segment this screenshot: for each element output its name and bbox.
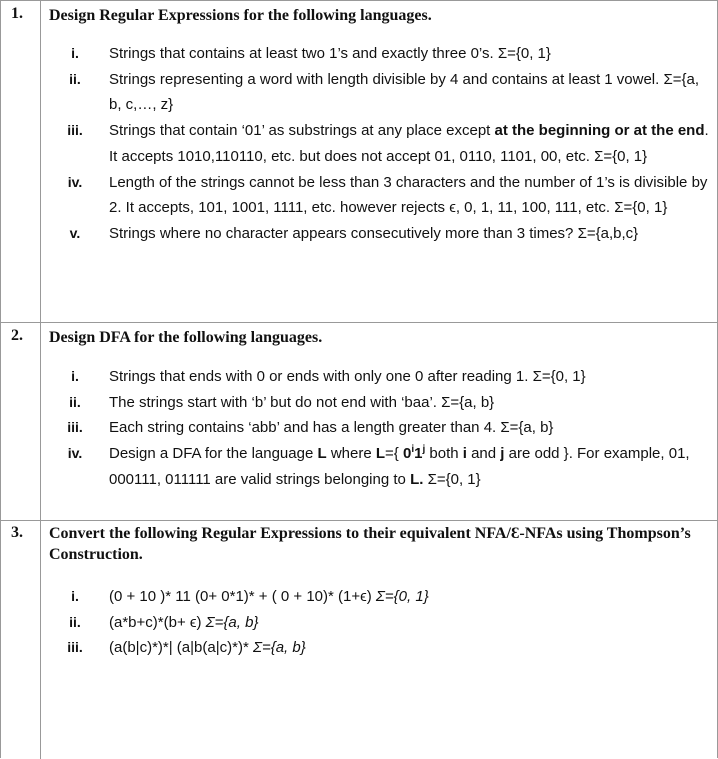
roman-numeral: iii. (67, 122, 83, 139)
item-emphasis: i (462, 445, 467, 463)
list-item (49, 390, 711, 416)
question-items (49, 584, 711, 661)
roman-numeral: i. (71, 368, 79, 384)
item-text: Strings that contains at least two 1’s and exactly three 0’s. Σ={0, 1} (109, 45, 551, 62)
roman-numeral: i. (71, 45, 79, 61)
question-number-cell (1, 323, 41, 520)
item-text: and (466, 445, 501, 463)
question-content (49, 323, 711, 488)
item-emphasis: 0 (402, 445, 412, 463)
item-emphasis: 1 (414, 445, 423, 463)
item-text: . It accepts 1010,110110, etc. but does not accept 01, 0110, 1101, 00, etc. Σ={0, 1} (109, 122, 709, 165)
item-text: Strings that contain ‘01’ as substrings at any place except (109, 122, 495, 140)
superscript: j (422, 444, 426, 456)
item-text: (a(b|c)*)*| (a|b(a|c)*)* (109, 639, 253, 657)
list-item (49, 441, 711, 492)
question-items (49, 364, 711, 493)
item-text: Strings representing a word with length divisible by 4 and contains at least 1 vowel. Σ={a, b, c,…, z} (109, 70, 700, 114)
list-item (49, 610, 711, 636)
superscript: i (411, 444, 415, 456)
roman-numeral: i. (71, 588, 79, 604)
question-number: 2. (11, 327, 23, 344)
alphabet-sigma: Σ={a, b} (205, 613, 259, 631)
item-text: both (425, 445, 463, 463)
question-number-cell (1, 1, 41, 322)
question-number: 1. (11, 5, 23, 22)
item-text: (a*b+c)*(b+ ϵ) (109, 613, 206, 631)
question-content (49, 1, 711, 242)
roman-numeral: iii. (67, 419, 83, 436)
list-item (49, 584, 711, 610)
item-emphasis: j (500, 445, 505, 463)
roman-numeral: iv. (67, 173, 83, 190)
roman-numeral: ii. (69, 70, 81, 87)
item-text: Σ={0, 1} (423, 470, 481, 488)
list-item (49, 364, 711, 390)
question-heading: Convert the following Regular Expressions to their equivalent NFA/Ɛ-NFAs using Thompson’s Construction. (49, 525, 691, 563)
roman-numeral: iii. (67, 639, 83, 656)
roman-numeral: iv. (67, 445, 83, 462)
item-text: Each string contains ‘abb’ and has a length greater than 4. Σ={a, b} (109, 419, 554, 437)
roman-numeral: ii. (69, 613, 81, 630)
item-emphasis: L (375, 445, 386, 463)
item-emphasis: L (317, 445, 327, 463)
list-item (49, 221, 711, 247)
item-text: Strings where no character appears consecutively more than 3 times? Σ={a,b,c} (109, 224, 639, 242)
question-content (49, 521, 711, 657)
question-row-3 (1, 521, 717, 759)
question-heading: Design Regular Expressions for the following languages. (49, 7, 432, 24)
item-text: ={ (385, 445, 403, 463)
question-number-cell (1, 521, 41, 759)
item-emphasis: at the beginning or at the end (494, 122, 705, 140)
roman-numeral: ii. (69, 393, 81, 410)
item-text: The strings start with ‘b’ but do not end with ‘baa’. Σ={a, b} (109, 393, 495, 411)
item-text: Length of the strings cannot be less than 3 characters and the number of 1’s is divisible by 2. It accepts, 101, 1001, 1111, etc. however rejects ϵ, 0, 1, 11, 100, 111, etc. Σ={0, 1} (109, 173, 708, 217)
alphabet-sigma: Σ={0, 1} (375, 588, 429, 605)
list-item (49, 41, 711, 67)
question-row-2 (1, 323, 717, 521)
item-emphasis: L. (410, 470, 424, 488)
roman-numeral: v. (69, 224, 81, 241)
item-text: Strings that ends with 0 or ends with only one 0 after reading 1. Σ={0, 1} (109, 368, 586, 385)
question-number: 3. (11, 524, 23, 541)
list-item (49, 635, 711, 661)
item-text: (0 + 10 )* 11 (0+ 0*1)* + ( 0 + 10)* (1+ϵ) (109, 588, 376, 605)
item-text: are odd }. For example, 01, 000111, 011111 are valid strings belonging to (109, 445, 690, 488)
list-item (49, 118, 711, 169)
list-item (49, 415, 711, 441)
alphabet-sigma: Σ={a, b} (252, 639, 306, 657)
list-item (49, 170, 711, 221)
item-text: where (326, 445, 376, 463)
item-text: Design a DFA for the language (109, 445, 318, 463)
question-row-1 (1, 1, 717, 323)
question-heading: Design DFA for the following languages. (49, 329, 323, 346)
list-item (49, 67, 711, 118)
question-items (49, 41, 711, 247)
